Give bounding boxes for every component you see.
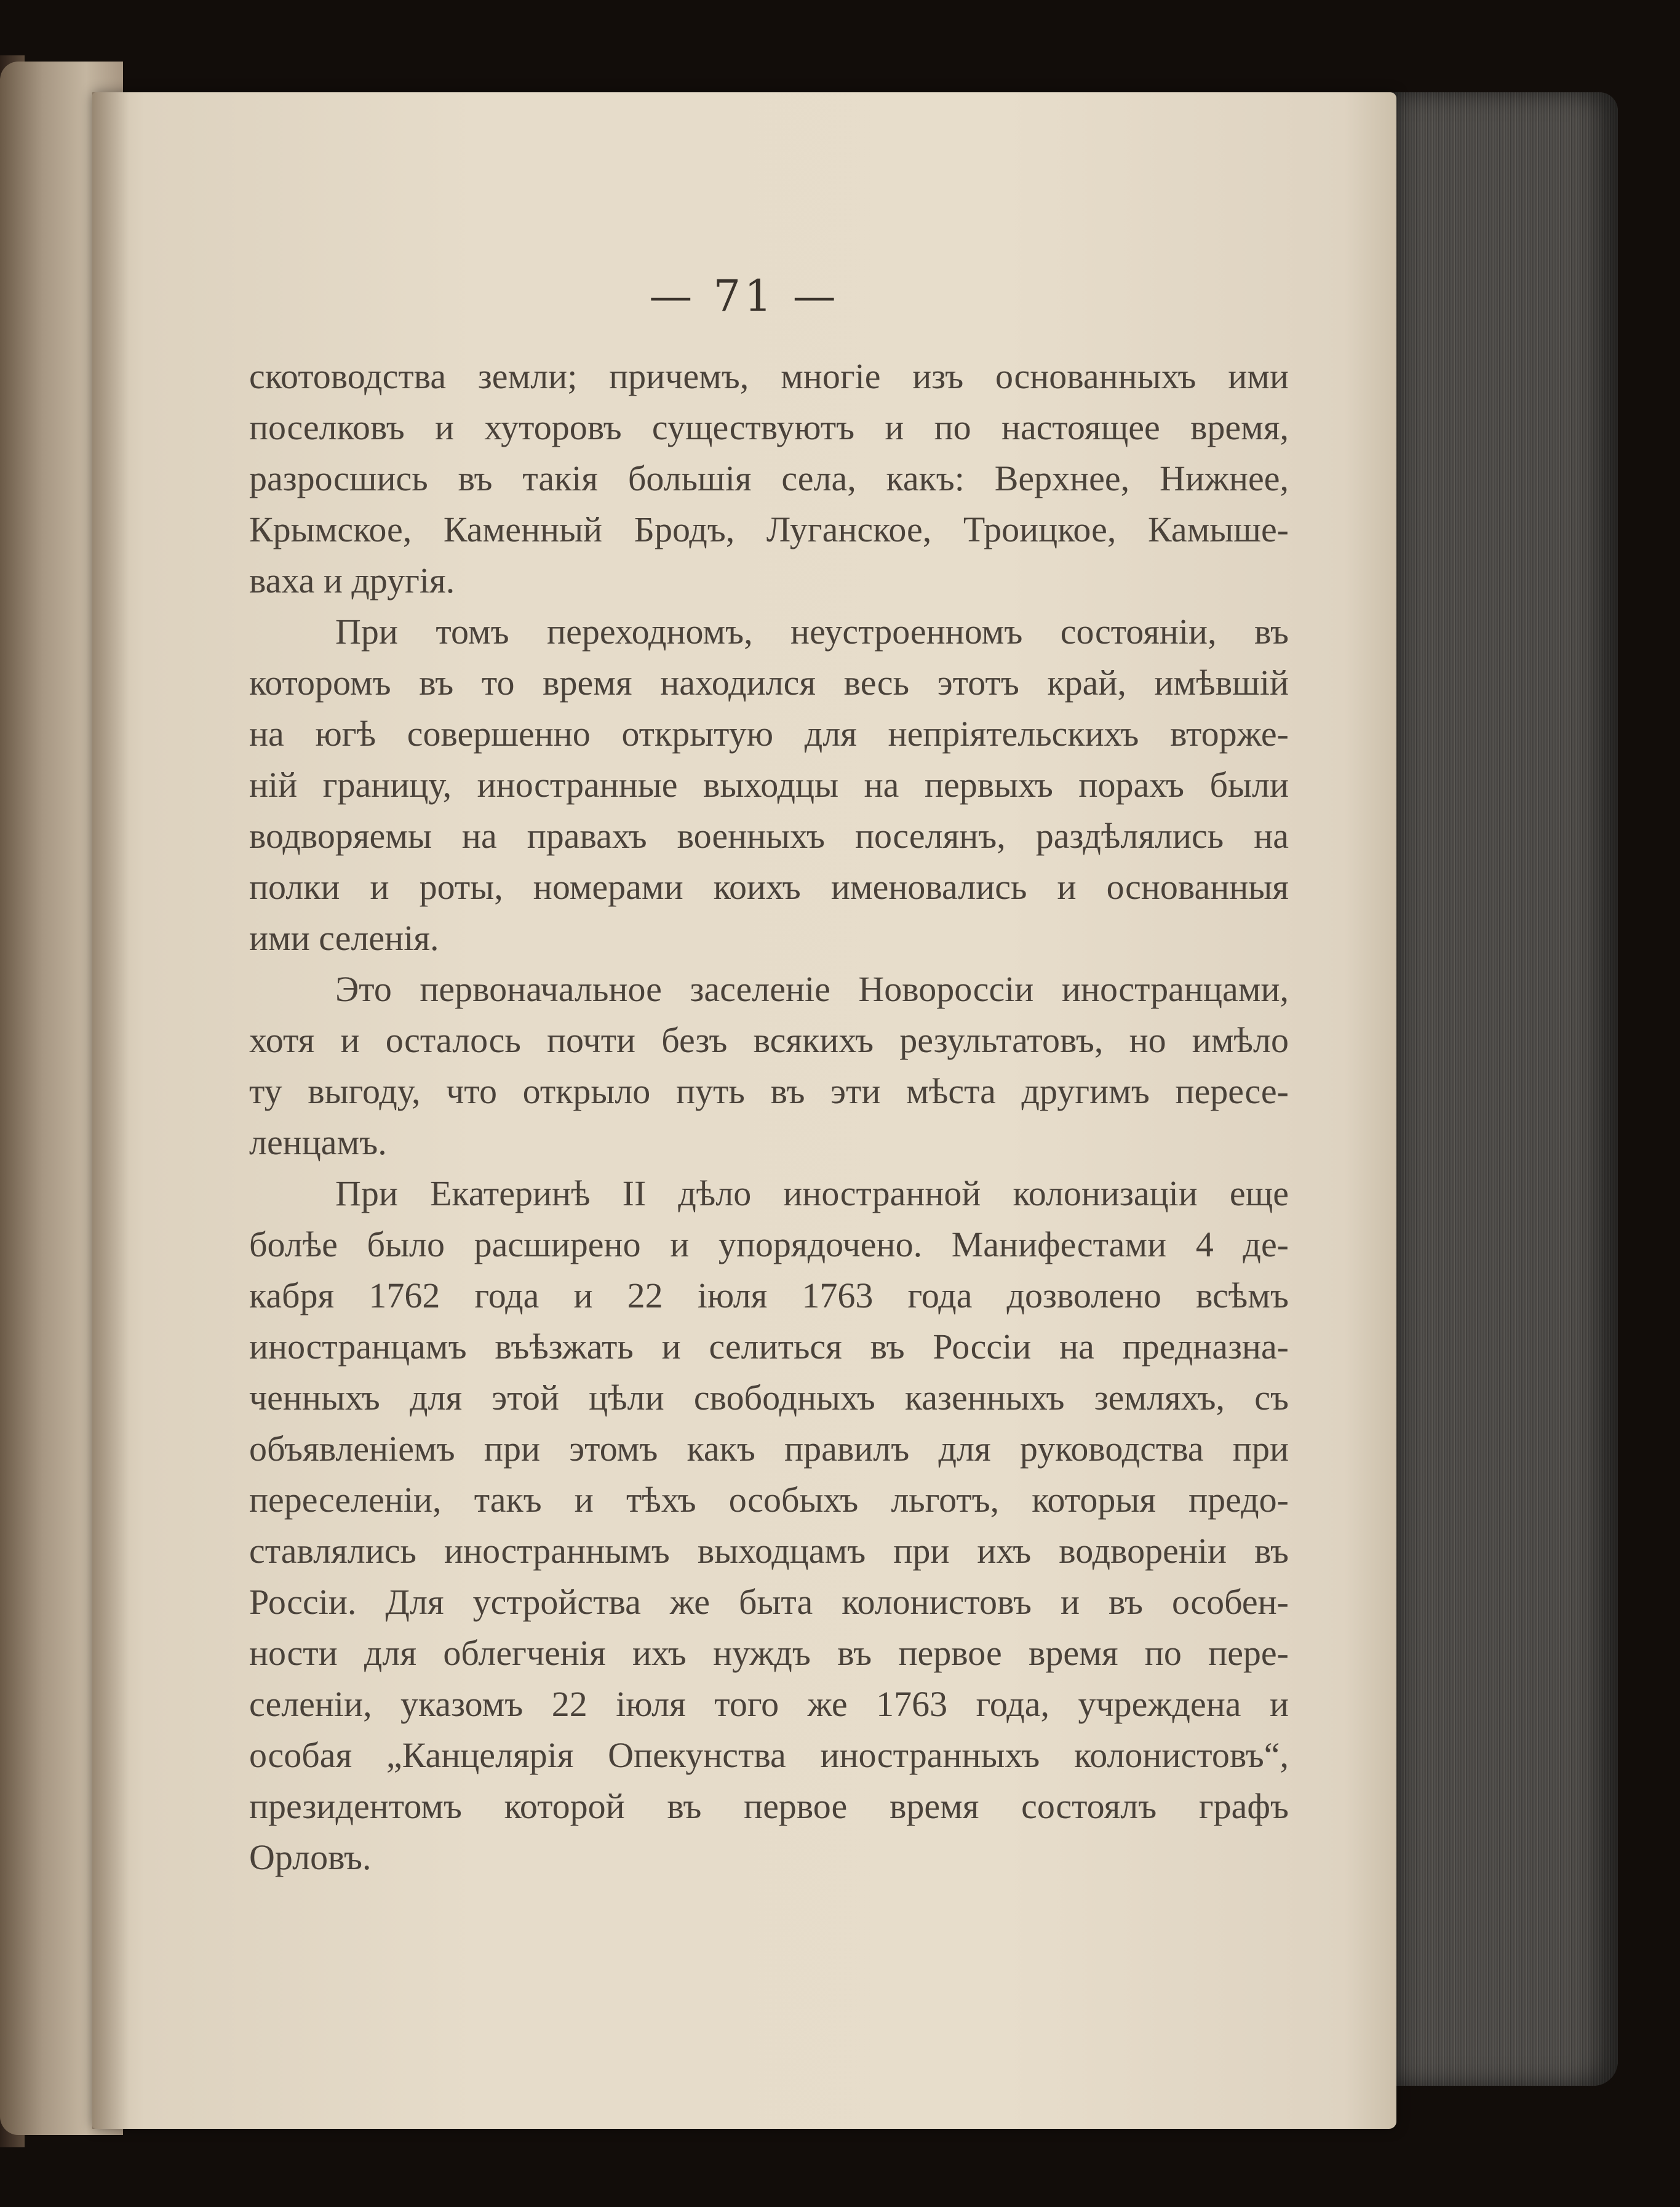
- text-line: водворяемы на правахъ военныхъ поселянъ, раздѣлялись на: [249, 816, 1289, 856]
- text-line: объявленіемъ при этомъ какъ правилъ для руководства при: [249, 1429, 1289, 1469]
- page-text: [249, 351, 1289, 1883]
- text-line: разросшись въ такія большія села, какъ: Верхнее, Нижнее,: [249, 458, 1289, 498]
- text-line: поселковъ и хуторовъ существуютъ и по настоящее время,: [249, 407, 1289, 447]
- text-line: хотя и осталось почти безъ всякихъ результатовъ, но имѣло: [249, 1020, 1289, 1060]
- book-page: [92, 92, 1396, 2129]
- text-line: ленцамъ.: [249, 1122, 387, 1162]
- paragraph: [249, 1168, 1289, 1883]
- text-line: ваха и другія.: [249, 561, 455, 601]
- text-line: Крымское, Каменный Бродъ, Луганское, Троицкое, Камыше-: [249, 509, 1289, 549]
- text-line: ченныхъ для этой цѣли свободныхъ казенныхъ земляхъ, съ: [249, 1378, 1289, 1418]
- text-line: болѣе было расширено и упорядочено. Манифестами 4 де-: [249, 1224, 1289, 1264]
- text-line: При томъ переходномъ, неустроенномъ состояніи, въ: [335, 612, 1289, 652]
- text-line: кабря 1762 года и 22 іюля 1763 года дозволено всѣмъ: [249, 1275, 1289, 1315]
- paragraph: [249, 964, 1289, 1168]
- text-line: скотоводства земли; причемъ, многіе изъ основанныхъ ими: [249, 356, 1289, 396]
- paragraph: [249, 351, 1289, 606]
- text-line: ній границу, иностранные выходцы на первыхъ порахъ были: [249, 765, 1289, 805]
- page-gutter-shadow: [92, 92, 129, 2129]
- text-line: ности для облегченія ихъ нуждъ въ первое время по пере-: [249, 1633, 1289, 1673]
- text-line: ими селенія.: [249, 918, 439, 958]
- text-line: на югѣ совершенно открытую для непріятельскихъ вторже-: [249, 714, 1289, 754]
- page-number: — 71 —: [649, 271, 840, 321]
- paragraph: [249, 606, 1289, 964]
- text-line: полки и роты, номерами коихъ именовались и основанныя: [249, 867, 1289, 907]
- text-line: ставлялись иностраннымъ выходцамъ при ихъ водвореніи въ: [249, 1531, 1289, 1571]
- text-line: иностранцамъ въѣзжать и селиться въ Россіи на предназна-: [249, 1327, 1289, 1367]
- text-line: Россіи. Для устройства же быта колонистовъ и въ особен-: [249, 1582, 1289, 1622]
- text-line: При Екатеринѣ II дѣло иностранной колонизаціи еще: [335, 1173, 1289, 1213]
- text-line: особая „Канцелярія Опекунства иностранныхъ колонистовъ“,: [249, 1735, 1289, 1775]
- text-line: президентомъ которой въ первое время состоялъ графъ: [249, 1786, 1289, 1826]
- text-line: ту выгоду, что открыло путь въ эти мѣста другимъ пересе-: [249, 1071, 1289, 1111]
- text-line: Орловъ.: [249, 1837, 372, 1877]
- text-line: переселеніи, такъ и тѣхъ особыхъ льготъ, которыя предо-: [249, 1480, 1289, 1520]
- text-line: которомъ въ то время находился весь этотъ край, имѣвшій: [249, 663, 1289, 703]
- text-line: Это первоначальное заселеніе Новороссіи иностранцами,: [335, 969, 1289, 1009]
- text-line: селеніи, указомъ 22 іюля того же 1763 года, учреждена и: [249, 1684, 1289, 1724]
